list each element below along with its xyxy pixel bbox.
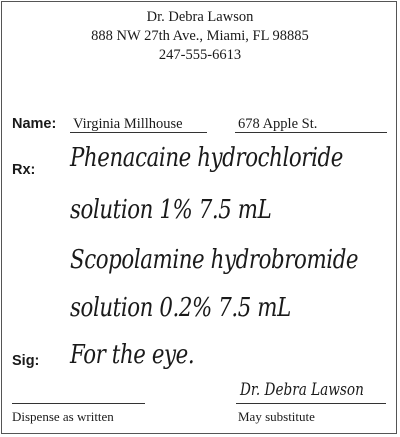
rx-line-4: solution 0.2% 7.5 mL: [70, 293, 291, 323]
dispense-signature-line: [12, 403, 145, 404]
dispense-as-written-label: Dispense as written: [12, 409, 114, 424]
rx-line-1: Phenacaine hydrochloride: [70, 143, 343, 173]
prescriber-name: Dr. Debra Lawson: [146, 9, 254, 25]
patient-address: 678 Apple St.: [238, 116, 318, 132]
substitute-signature-line: [236, 403, 386, 404]
patient-address-underline: [235, 132, 387, 133]
rx-line-2: solution 1% 7.5 mL: [70, 195, 272, 225]
sig-label: Sig:: [12, 353, 40, 369]
prescriber-signature: Dr. Debra Lawson: [240, 380, 364, 400]
prescriber-phone: 247-555-6613: [158, 47, 242, 63]
may-substitute-label: May substitute: [238, 409, 315, 424]
name-label: Name:: [12, 116, 57, 132]
sig-text: For the eye.: [70, 340, 195, 370]
rx-label: Rx:: [12, 162, 36, 178]
prescriber-address: 888 NW 27th Ave., Miami, FL 98885: [91, 28, 309, 44]
patient-name-underline: [70, 132, 207, 133]
rx-line-3: Scopolamine hydrobromide: [70, 245, 359, 275]
prescriber-header: [0, 8, 400, 65]
patient-name: Virginia Millhouse: [73, 116, 183, 132]
